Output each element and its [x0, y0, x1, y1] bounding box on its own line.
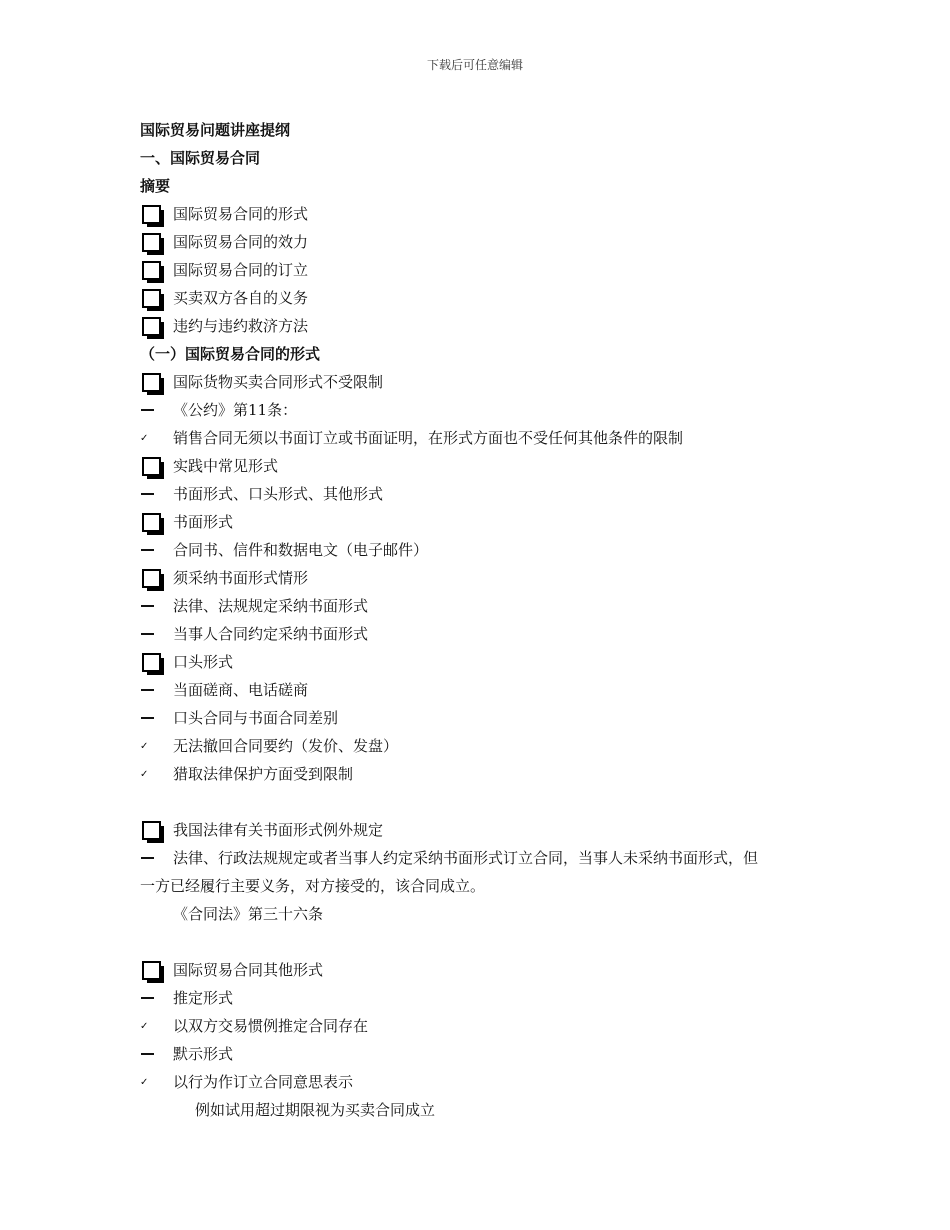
check-bullet-icon: ✓ — [140, 741, 149, 752]
summary-item-text: 违约与违约救济方法 — [173, 317, 309, 335]
dash-item — [140, 844, 820, 872]
citation: 《合同法》第三十六条 — [173, 905, 324, 923]
box-bullet-icon — [140, 256, 166, 284]
check-item-text: 销售合同无须以书面订立或书面证明，在形式方面也不受任何其他条件的限制 — [173, 429, 684, 447]
box-bullet-icon — [140, 816, 166, 844]
dash-item-text: 默示形式 — [173, 1045, 234, 1063]
check-bullet-icon: ✓ — [140, 1077, 149, 1088]
dash-bullet-icon — [140, 704, 166, 732]
box-item-text: 实践中常见形式 — [173, 457, 279, 475]
box-item-text: 书面形式 — [173, 513, 234, 531]
box-bullet-icon — [140, 508, 166, 536]
check-item-text: 无法撤回合同要约（发价、发盘） — [173, 737, 399, 755]
box-bullet-icon — [140, 312, 166, 340]
dash-item — [140, 676, 820, 704]
box-bullet-icon — [140, 228, 166, 256]
box-item — [140, 816, 820, 844]
dash-bullet-icon — [140, 592, 166, 620]
dash-item — [140, 396, 820, 424]
box-item — [140, 956, 820, 984]
subsection-heading: （一）国际贸易合同的形式 — [140, 345, 321, 363]
check-item-text: 以双方交易惯例推定合同存在 — [173, 1017, 369, 1035]
dash-item — [140, 480, 820, 508]
dash-item-text: 法律、法规规定采纳书面形式 — [173, 597, 369, 615]
summary-item-text: 国际贸易合同的订立 — [173, 261, 309, 279]
box-item-text: 国际货物买卖合同形式不受限制 — [173, 373, 384, 391]
box-bullet-icon — [140, 284, 166, 312]
box-bullet-icon — [140, 452, 166, 480]
check-item — [140, 1012, 820, 1040]
check-item — [140, 760, 820, 788]
dash-item-continuation: 一方已经履行主要义务，对方接受的，该合同成立。 — [140, 877, 486, 895]
blank-line — [140, 788, 820, 816]
summary-item-text: 国际贸易合同的形式 — [173, 205, 309, 223]
check-bullet-icon: ✓ — [140, 433, 149, 444]
dash-bullet-icon — [140, 620, 166, 648]
example-text: 例如试用超过期限视为买卖合同成立 — [195, 1101, 436, 1119]
dash-item-text: 合同书、信件和数据电文（电子邮件） — [173, 541, 429, 559]
dash-item — [140, 1040, 820, 1068]
check-item — [140, 424, 820, 452]
box-item-text: 我国法律有关书面形式例外规定 — [173, 821, 384, 839]
dash-item — [140, 704, 820, 732]
check-bullet-icon: ✓ — [140, 1021, 149, 1032]
box-item-text: 口头形式 — [173, 653, 234, 671]
check-item — [140, 732, 820, 760]
dash-item — [140, 984, 820, 1012]
dash-item — [140, 592, 820, 620]
box-item — [140, 368, 820, 396]
box-bullet-icon — [140, 200, 166, 228]
dash-bullet-icon — [140, 984, 166, 1012]
check-item-text: 以行为作订立合同意思表示 — [173, 1073, 354, 1091]
section-heading: 一、国际贸易合同 — [140, 149, 261, 167]
box-bullet-icon — [140, 956, 166, 984]
summary-item — [140, 228, 820, 256]
summary-label: 摘要 — [140, 177, 171, 195]
box-item-text: 国际贸易合同其他形式 — [173, 961, 324, 979]
summary-item — [140, 284, 820, 312]
box-bullet-icon — [140, 648, 166, 676]
dash-bullet-icon — [140, 536, 166, 564]
dash-item-text: 《公约》第11条： — [173, 401, 298, 419]
dash-item — [140, 620, 820, 648]
check-item — [140, 1068, 820, 1096]
box-item — [140, 648, 820, 676]
dash-item — [140, 536, 820, 564]
dash-bullet-icon — [140, 480, 166, 508]
dash-bullet-icon — [140, 844, 166, 872]
dash-item-text: 口头合同与书面合同差别 — [173, 709, 339, 727]
check-bullet-icon: ✓ — [140, 769, 149, 780]
summary-item-text: 国际贸易合同的效力 — [173, 233, 309, 251]
dash-bullet-icon — [140, 1040, 166, 1068]
box-item — [140, 508, 820, 536]
box-item — [140, 564, 820, 592]
summary-item — [140, 312, 820, 340]
summary-item — [140, 200, 820, 228]
check-item-text: 猎取法律保护方面受到限制 — [173, 765, 354, 783]
dash-item-text: 当事人合同约定采纳书面形式 — [173, 625, 369, 643]
dash-bullet-icon — [140, 676, 166, 704]
box-item — [140, 452, 820, 480]
blank-line — [140, 928, 820, 956]
dash-item-text: 当面磋商、电话磋商 — [173, 681, 309, 699]
summary-item-text: 买卖双方各自的义务 — [173, 289, 309, 307]
dash-item-text: 法律、行政法规规定或者当事人约定采纳书面形式订立合同，当事人未采纳书面形式，但 — [173, 849, 759, 867]
document-body — [140, 116, 820, 1124]
dash-bullet-icon — [140, 396, 166, 424]
summary-item — [140, 256, 820, 284]
dash-item-text: 书面形式、口头形式、其他形式 — [173, 485, 384, 503]
dash-item-text: 推定形式 — [173, 989, 234, 1007]
box-item-text: 须采纳书面形式情形 — [173, 569, 309, 587]
page-header: 下载后可任意编辑 — [426, 58, 523, 72]
document-title: 国际贸易问题讲座提纲 — [140, 121, 291, 139]
box-bullet-icon — [140, 368, 166, 396]
box-bullet-icon — [140, 564, 166, 592]
